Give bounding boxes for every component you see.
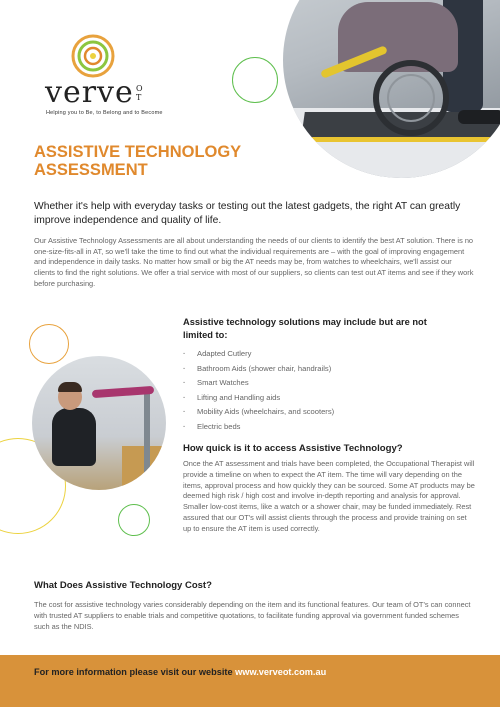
decorative-ring-orange xyxy=(29,324,69,364)
website-link[interactable]: www.verveot.com.au xyxy=(235,667,327,677)
footer-label: For more information please visit our website xyxy=(34,667,236,677)
decorative-ring-green-small xyxy=(118,504,150,536)
brand-name: verve xyxy=(45,75,134,110)
hoist-user-photo xyxy=(32,356,166,490)
page-title-line-2: ASSESSMENT xyxy=(34,161,148,179)
list-item: · Adapted Cutlery xyxy=(183,347,334,362)
quick-access-paragraph: Once the AT assessment and trials have been completed, the Occupational Therapist will provide a timeline on when to expect the AT item. The time will vary depending on the items, approval process and how quickly they can be sourced. Some AT products may be deemed high risk / high cost and involve in-depth reporting and analysis for approval. Smaller low-cost items, like a watch or a shower chair, may be funded immediately. Rest assured that our OT's will assist clients through the process and provide training on set up to ensure the AT item is used correctly. xyxy=(183,459,475,533)
lead-paragraph: Whether it's help with everyday tasks or testing out the latest gadgets, the right AT can greatly improve independence and quality of life. xyxy=(34,201,461,226)
solutions-list xyxy=(183,347,334,434)
verve-logo-icon xyxy=(70,33,116,79)
list-item: · Mobility Aids (wheelchairs, and scooters) xyxy=(183,405,334,420)
intro-paragraph: Our Assistive Technology Assessments are all about understanding the needs of our clients to identify the best AT solution. There is no one-size-fits-all in AT, so we'll take the time to find out what the individual requirements are – with the goal of improving engagement and independence in daily tasks. No matter how small or big the AT needs may be, from watches to wheelchairs, we'll assist our clients to find the right solutions. We offer a trial service with most of our suppliers, so clients can test out AT items and see if they work before purchasing. xyxy=(34,236,474,288)
decorative-ring-green xyxy=(232,57,278,103)
solutions-heading: Assistive technology solutions may include but are not limited to: xyxy=(183,317,427,340)
quick-access-heading: How quick is it to access Assistive Technology? xyxy=(183,443,403,454)
list-item: · Bathroom Aids (shower chair, handrails) xyxy=(183,362,334,377)
list-item: · Smart Watches xyxy=(183,376,334,391)
hero-wheelchair-photo xyxy=(283,0,500,178)
brand-suffix: O T xyxy=(136,84,143,102)
footer-text xyxy=(34,667,326,677)
cost-heading: What Does Assistive Technology Cost? xyxy=(34,580,212,591)
list-item: · Electric beds xyxy=(183,420,334,435)
footer-banner xyxy=(0,655,500,707)
list-item: · Lifting and Handling aids xyxy=(183,391,334,406)
page-title xyxy=(34,143,294,179)
brand-tagline: Helping you to Be, to Belong and to Become xyxy=(46,110,163,116)
page-title-line-1: ASSISTIVE TECHNOLOGY xyxy=(34,143,242,161)
cost-paragraph: The cost for assistive technology varies considerably depending on the item and its functional features. Our team of OT's can connect with trusted AT suppliers to enable trials and competitive quotations, to facilitate funding approval via government funded schemes such as the NDIS. xyxy=(34,600,471,631)
